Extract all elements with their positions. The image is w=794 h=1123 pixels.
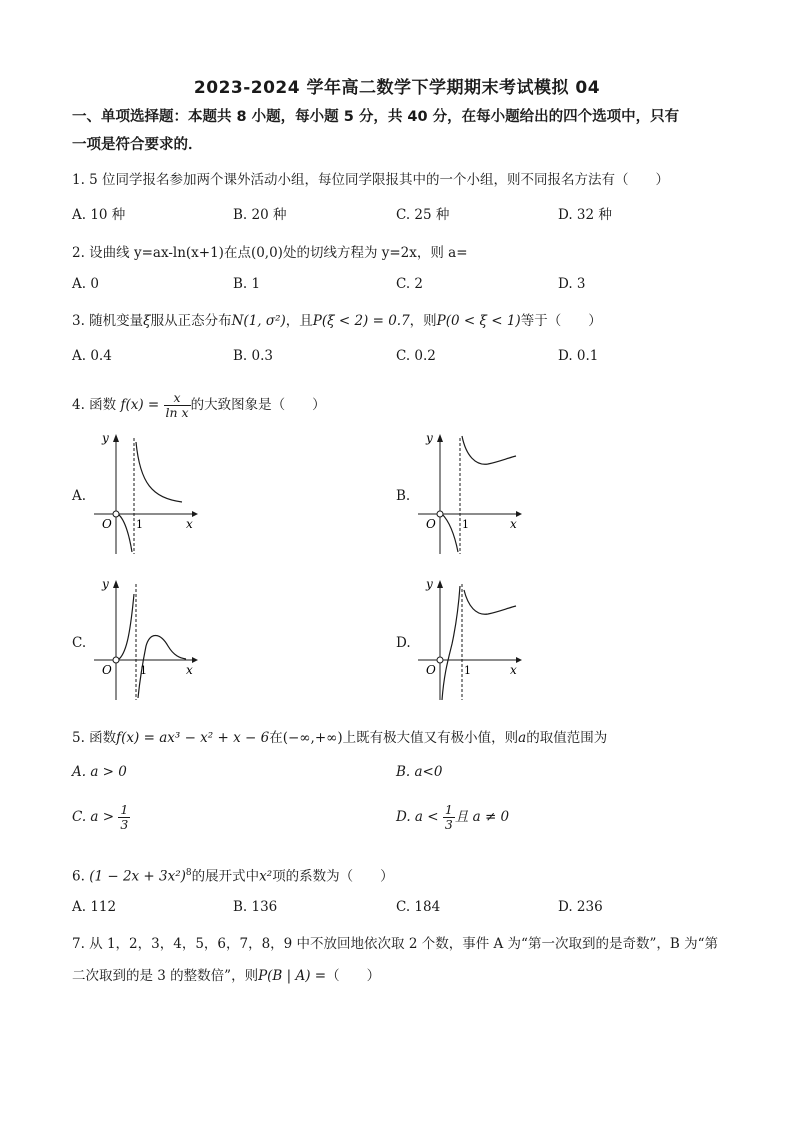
q4-numerator: x	[164, 391, 191, 406]
question-4-stem	[72, 391, 732, 420]
question-2-stem: 2. 设曲线 y=ax-ln(x+1)在点(0,0)处的切线方程为 y=2x，则 a=	[72, 245, 468, 261]
graph-d-origin-hole	[437, 657, 443, 663]
q3-condition: P(ξ < 2) = 0.7	[312, 313, 410, 329]
q4-text-a: 4. 函数	[72, 397, 117, 413]
q5-option-d-text: D. a <	[396, 809, 439, 825]
q5-option-d-post: 且 a ≠ 0	[454, 809, 510, 825]
graph-b-one-label: 1	[462, 518, 469, 531]
q5-text-c: 上既有极大值又有极小值，则	[342, 730, 519, 746]
question-3-stem	[72, 310, 732, 332]
graph-a-label: A.	[72, 488, 87, 504]
graph-d-origin-label: O	[426, 663, 436, 677]
question-5-stem	[72, 727, 732, 749]
graph-a-origin-hole	[113, 511, 119, 517]
question-3-option-b: B. 0.3	[233, 348, 273, 364]
graph-b	[414, 428, 524, 558]
graph-d-y-label: y	[426, 577, 433, 591]
graph-d-x-arrow	[516, 657, 522, 663]
q3-xi: ξ	[143, 313, 151, 329]
question-5-option-c	[72, 803, 130, 832]
graph-a-curve-left	[118, 514, 132, 552]
graph-c-one-label: 1	[140, 664, 147, 677]
graph-b-origin-hole	[437, 511, 443, 517]
graph-c-origin-hole	[113, 657, 119, 663]
graph-d-y-arrow	[437, 580, 443, 588]
graph-b-curve-left	[442, 514, 458, 552]
question-2-option-b: B. 1	[233, 276, 261, 292]
question-5-option-b	[396, 764, 442, 780]
q3-text-d: ，则	[409, 313, 437, 329]
question-1-option-c: C. 25 种	[396, 207, 450, 223]
graph-a-x-label: x	[186, 517, 193, 531]
graph-b-x-label: x	[510, 517, 517, 531]
q3-asked-probability: P(0 < ξ < 1)	[436, 313, 521, 329]
question-1-option-b: B. 20 种	[233, 207, 287, 223]
graph-c-x-label: x	[186, 663, 193, 677]
q5-text-b: 在	[269, 730, 283, 746]
q6-text-b: 的展开式中	[191, 868, 260, 885]
graph-d-label: D.	[396, 635, 411, 651]
q4-denominator: ln x	[165, 405, 189, 420]
q6-expression: (1 − 2x + 3x²)	[89, 868, 186, 885]
q5-option-c-text: C. a >	[72, 809, 115, 825]
question-6-option-c: C. 184	[396, 899, 441, 915]
q4-fraction	[164, 391, 191, 420]
q5-text-d: 的取值范围为	[526, 730, 608, 746]
graph-d-curve-right	[464, 590, 516, 614]
question-3-option-c: C. 0.2	[396, 348, 436, 364]
question-6-option-b: B. 136	[233, 899, 278, 915]
q6-power: 8	[185, 868, 192, 878]
graph-a-origin-label: O	[102, 517, 112, 531]
graph-a-x-arrow	[192, 511, 198, 517]
q5-option-d-num: 1	[444, 802, 453, 817]
q5-option-b-text: B. a<0	[396, 764, 443, 780]
q4-text-b: 的大致图象是（ ）	[190, 397, 326, 413]
q5-option-c-fraction	[118, 803, 130, 832]
graph-d-one-label: 1	[464, 664, 471, 677]
question-2-option-c: C. 2	[396, 276, 424, 292]
graph-b-origin-label: O	[426, 517, 436, 531]
question-2-option-a: A. 0	[72, 276, 99, 292]
q5-option-c-den: 3	[120, 817, 129, 832]
page-title: 2023-2024 学年高二数学下学期期末考试模拟 04	[193, 78, 601, 98]
q7-text-a: 二次取到的是 3 的整数倍”，则	[72, 968, 259, 984]
question-7-line2	[72, 965, 732, 987]
question-3-option-d: D. 0.1	[558, 348, 599, 364]
question-7-line1: 7. 从 1，2，3，4，5，6，7，8，9 中不放回地依次取 2 个数，事件 A 为“第一次取到的是奇数”，B 为“第	[72, 936, 718, 952]
section-heading-line1: 一、单项选择题：本题共 8 小题，每小题 5 分，共 40 分，在每小题给出的四个选项中，只有	[72, 109, 680, 125]
graph-b-y-arrow	[437, 434, 443, 442]
graph-d	[414, 574, 524, 704]
q3-text-e: 等于（ ）	[520, 313, 602, 329]
graph-c-origin-label: O	[102, 663, 112, 677]
graph-a	[90, 428, 200, 558]
q5-option-d-fraction	[443, 803, 455, 832]
q3-text-a: 3. 随机变量	[72, 313, 144, 329]
question-1-stem: 1. 5 位同学报名参加两个课外活动小组，每位同学限报其中的一个小组，则不同报名方法有（ ）	[72, 172, 670, 188]
q3-text-b: 服从正态分布	[150, 313, 232, 329]
q5-option-c-num: 1	[120, 802, 129, 817]
section-heading-line2: 一项是符合要求的．	[72, 137, 203, 153]
q5-interval: (−∞,+∞)	[282, 730, 343, 746]
graph-a-y-arrow	[113, 434, 119, 442]
graph-a-curve-right	[136, 442, 182, 502]
q7-conditional: P(B | A) =	[258, 968, 327, 984]
q5-function: f(x) = ax³ − x² + x − 6	[116, 730, 270, 746]
graph-a-y-label: y	[102, 431, 109, 445]
q6-text-c: 项的系数为（ ）	[272, 868, 394, 885]
q4-function-name: f(x) =	[120, 397, 160, 413]
q5-option-d-den: 3	[444, 817, 453, 832]
question-1-option-d: D. 32 种	[558, 207, 612, 223]
graph-c	[90, 574, 200, 704]
question-5-option-d	[396, 803, 509, 832]
question-5-option-a	[72, 764, 127, 780]
q3-normal-dist: N(1, σ²)	[231, 313, 286, 329]
q6-text-a: 6.	[72, 868, 85, 885]
graph-b-x-arrow	[516, 511, 522, 517]
q5-option-a-text: A. a > 0	[72, 764, 127, 780]
question-6-option-a: A. 112	[72, 899, 117, 915]
graph-d-curve-left	[442, 586, 460, 700]
question-3-option-a: A. 0.4	[72, 348, 112, 364]
q5-param: a	[518, 730, 527, 746]
question-2-option-d: D. 3	[558, 276, 586, 292]
graph-c-curve-left	[118, 594, 134, 660]
graph-c-y-arrow	[113, 580, 119, 588]
q5-text-a: 5. 函数	[72, 730, 117, 746]
graph-c-y-label: y	[102, 577, 109, 591]
graph-b-curve-right	[462, 436, 516, 464]
q3-text-c: ，且	[285, 313, 313, 329]
graph-b-y-label: y	[426, 431, 433, 445]
graph-b-label: B.	[396, 488, 411, 504]
q7-text-b: （ ）	[326, 968, 381, 984]
graph-c-x-arrow	[192, 657, 198, 663]
question-1-option-a: A. 10 种	[72, 207, 126, 223]
question-6-option-d: D. 236	[558, 899, 603, 915]
graph-a-one-label: 1	[136, 518, 143, 531]
question-6-stem	[72, 862, 732, 888]
graph-c-label: C.	[72, 635, 87, 651]
q6-term: x²	[259, 868, 273, 885]
graph-d-x-label: x	[510, 663, 517, 677]
